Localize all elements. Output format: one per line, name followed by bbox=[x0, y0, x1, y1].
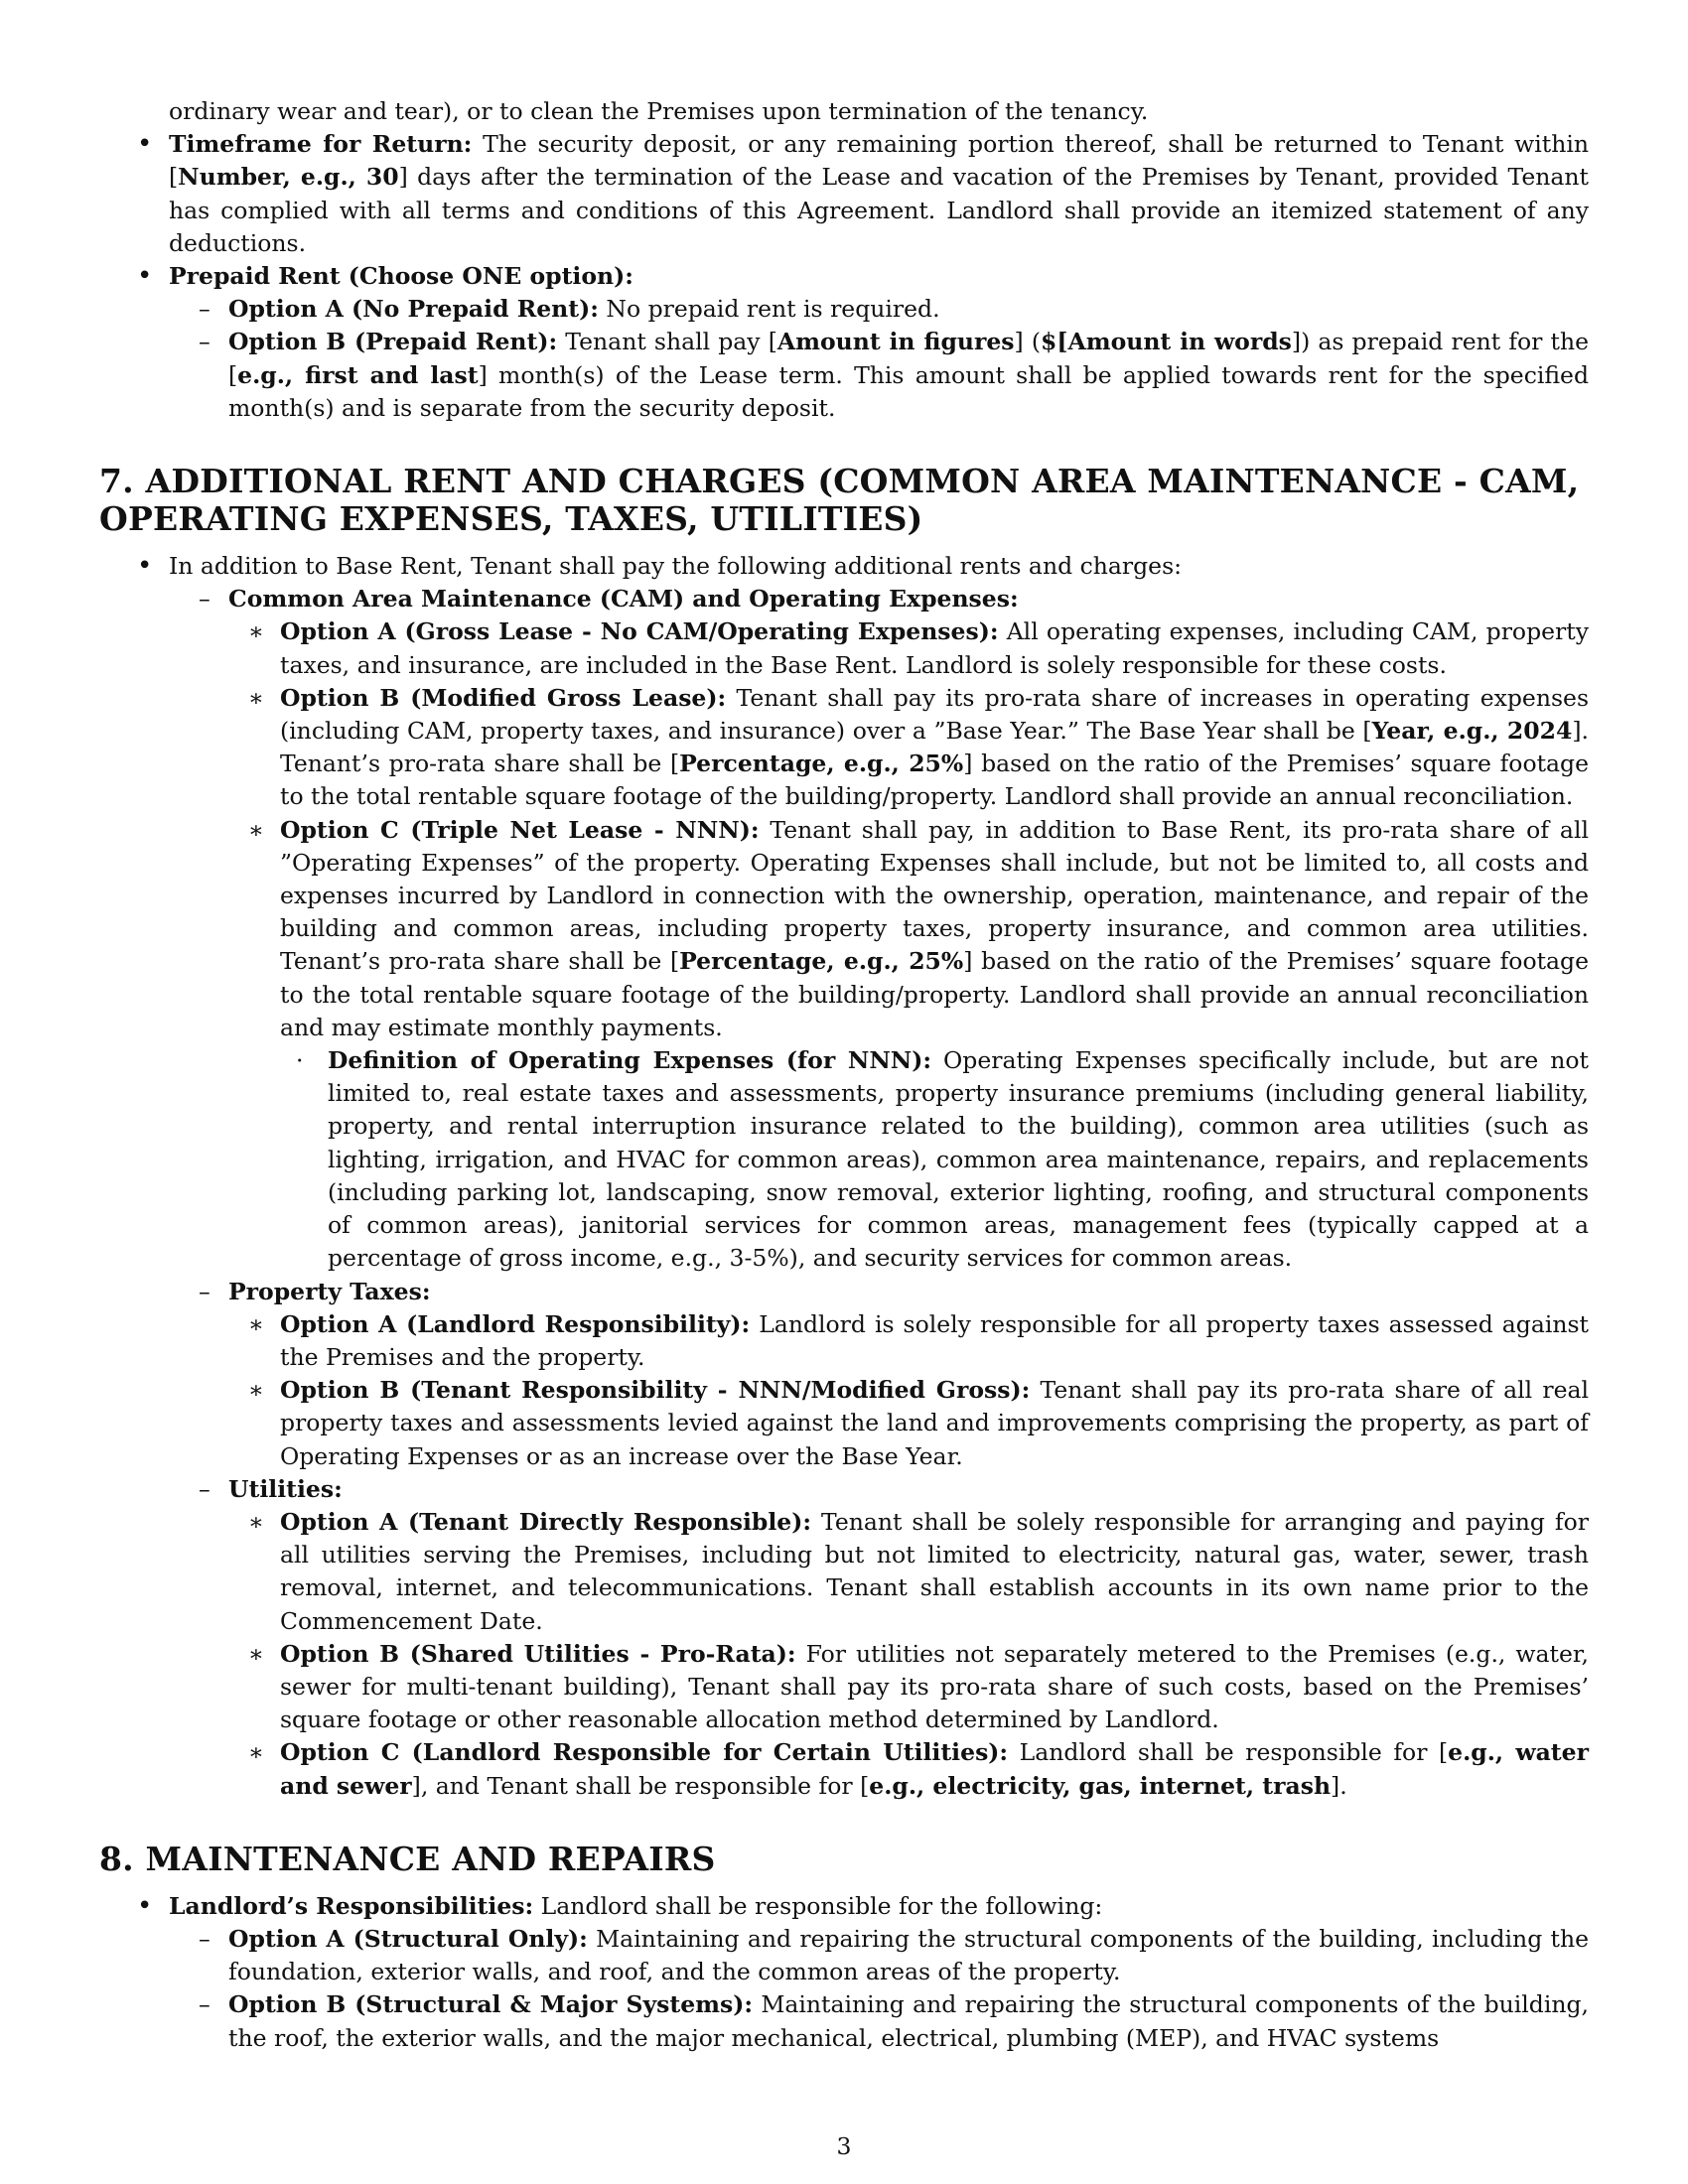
utilities-option-c: ∗ Option C (Landlord Responsible for Certain Utilities): Landlord shall be responsible for [e.g., water and sewer], and Tenant shall be responsible for [e.g., electricity, gas, internet, trash]. bbox=[248, 1738, 1589, 1800]
dash-marker: – bbox=[199, 1990, 211, 2019]
utilities-item: – Utilities: bbox=[99, 1473, 1589, 1506]
amount-figures-placeholder: Amount in figures bbox=[776, 328, 1015, 356]
bullet-marker: • bbox=[137, 551, 153, 582]
asterisk-marker: ∗ bbox=[248, 815, 264, 844]
landlord-utilities-placeholder: e.g., water and sewer bbox=[280, 1738, 1589, 1800]
bullet-marker: • bbox=[137, 261, 153, 292]
dash-marker: – bbox=[199, 585, 211, 614]
dash-marker: – bbox=[199, 1474, 211, 1503]
prepaid-label: Prepaid Rent (Choose ONE option): bbox=[169, 262, 633, 291]
tenant-utilities-placeholder: e.g., electricity, gas, internet, trash bbox=[869, 1771, 1332, 1800]
bullet-marker: • bbox=[137, 129, 153, 160]
utilities-option-a: ∗ Option A (Tenant Directly Responsible): Tenant shall be solely responsible for arranging and paying for all utilities serving the Premises, including but not limited to electricity, natural gas, water, sewer, trash removal, internet, and telecommunications. Tenant shall establish accounts in its own name prior to the Commencement Date. bbox=[248, 1507, 1590, 1635]
asterisk-marker: ∗ bbox=[248, 1639, 264, 1668]
asterisk-marker: ∗ bbox=[248, 1738, 264, 1767]
section-7-heading: 7. ADDITIONAL RENT AND CHARGES (COMMON AREA MAINTENANCE - CAM, OPERATING EXPENSES, TAXES, UTILITIES) bbox=[99, 462, 1580, 539]
dash-marker: – bbox=[199, 1277, 211, 1305]
amount-words-placeholder: $[Amount in words bbox=[1041, 328, 1292, 356]
prepaid-option-b: – Option B (Prepaid Rent): Tenant shall pay [Amount in figures] ($[Amount in words]) as prepaid rent for the [e.g., first and last] month(s) of the Lease term. This amount shall be applied towards rent for the specified month(s) and is separate from the security deposit. bbox=[199, 328, 1590, 422]
document-page bbox=[99, 95, 1589, 2055]
percentage-placeholder: Percentage, e.g., 25% bbox=[679, 750, 964, 778]
utilities-option-b: ∗ Option B (Shared Utilities - Pro-Rata): For utilities not separately metered to the Premises (e.g., water, sewer for multi-tenant building), Tenant shall pay its pro-rata share of such costs, based on the Premises’ square footage or other reasonable allocation method determined by Landlord. bbox=[248, 1639, 1589, 1734]
landlord-responsibilities-item: • Landlord’s Responsibilities: Landlord shall be responsible for the following: bbox=[99, 1890, 1589, 1923]
deposit-continuation: ordinary wear and tear), or to clean the Premises upon termination of the tenancy. bbox=[169, 97, 1149, 125]
prepaid-rent-item bbox=[99, 260, 1589, 293]
asterisk-marker: ∗ bbox=[248, 683, 264, 712]
timeframe-item: • Timeframe for Return: The security deposit, or any remaining portion thereof, shall be returned to Tenant within [Number, e.g., 30] days after the termination of the Lease and vacation of the Premises by Tenant, provided Tenant has complied with all terms and conditions of this Agreement. Landlord shall provide an itemized statement of any deductions. bbox=[137, 129, 1589, 257]
prepaid-option-a: – Option A (No Prepaid Rent): No prepaid rent is required. bbox=[99, 293, 1589, 326]
base-year-placeholder: Year, e.g., 2024 bbox=[1371, 717, 1573, 746]
asterisk-marker: ∗ bbox=[248, 1376, 264, 1405]
dash-marker: – bbox=[199, 328, 211, 356]
taxes-option-b: ∗ Option B (Tenant Responsibility - NNN/Modified Gross): Tenant shall pay its pro-rata share of all real property taxes and assessments levied against the land and improvements comprising the property, as part of Operating Expenses or as an increase over the Base Year. bbox=[248, 1376, 1590, 1470]
cam-option-b: ∗ Option B (Modified Gross Lease): Tenant shall pay its pro-rata share of increases in operating expenses (including CAM, property taxes, and insurance) over a ”Base Year.” The Base Year shall be [Year, e.g., 2024]. Tenant’s pro-rata share shall be [Percentage, e.g., 25%] based on the ratio of the Premises’ square footage to the total rentable square footage of the building/property. Landlord shall provide an annual reconciliation. bbox=[248, 683, 1590, 811]
dash-marker: – bbox=[199, 295, 211, 324]
cam-option-a: ∗ Option A (Gross Lease - No CAM/Operating Expenses): All operating expenses, including CAM, property taxes, and insurance, are included in the Base Rent. Landlord is solely responsible for these costs. bbox=[248, 617, 1589, 679]
page-number: 3 bbox=[836, 2132, 852, 2160]
months-placeholder: e.g., first and last bbox=[237, 360, 479, 389]
maintenance-option-b: – Option B (Structural & Major Systems): Maintaining and repairing the structural components of the building, the roof, the exterior walls, and the major mechanical, electrical, plumbing (MEP), and HVAC systems bbox=[199, 1990, 1590, 2052]
cam-option-c: ∗ Option C (Triple Net Lease - NNN): Tenant shall pay, in addition to Base Rent, its pro-rata share of all ”Operating Expenses” of the property. Operating Expenses shall include, but not be limited to, all costs and expenses incurred by Landlord in connection with the ownership, operation, maintenance, and repair of the building and common areas, including property taxes, property insurance, and common area utilities. Tenant’s pro-rata share shall be [Percentage, e.g., 25%] based on the ratio of the Premises’ square footage to the total rentable square footage of the building/property. Landlord shall provide an annual reconciliation and may estimate monthly payments. bbox=[248, 815, 1589, 1041]
section-7-intro: • In addition to Base Rent, Tenant shall pay the following additional rents and charges: bbox=[99, 550, 1589, 583]
cam-item: – Common Area Maintenance (CAM) and Operating Expenses: bbox=[99, 583, 1589, 615]
property-taxes-item: – Property Taxes: bbox=[99, 1276, 1589, 1308]
taxes-option-a: ∗ Option A (Landlord Responsibility): Landlord is solely responsible for all property taxes assessed against the Premises and the property. bbox=[248, 1309, 1589, 1371]
dot-marker: · bbox=[296, 1046, 304, 1075]
asterisk-marker: ∗ bbox=[248, 1309, 264, 1338]
timeframe-label: Timeframe for Return: bbox=[169, 130, 473, 159]
operating-expenses-definition: · Definition of Operating Expenses (for NNN): Operating Expenses specifically include, but are not limited to, real estate taxes and assessments, property insurance premiums (including general liability, property, and rental interruption insurance related to the building), common area utilities (such as lighting, irrigation, and HVAC for common areas), common area maintenance, repairs, and replacements (including parking lot, landscaping, snow removal, exterior lighting, roofing, and structural components of common areas), janitorial services for common areas, management fees (typically capped at a percentage of gross income, e.g., 3-5%), and security services for common areas. bbox=[296, 1046, 1589, 1273]
days-placeholder: Number, e.g., 30 bbox=[178, 163, 399, 192]
dash-marker: – bbox=[199, 1924, 211, 1953]
asterisk-marker: ∗ bbox=[248, 1507, 264, 1536]
percentage-placeholder: Percentage, e.g., 25% bbox=[679, 947, 964, 976]
bullet-marker: • bbox=[137, 1890, 153, 1921]
asterisk-marker: ∗ bbox=[248, 617, 264, 646]
section-8-heading: 8. MAINTENANCE AND REPAIRS bbox=[99, 1839, 716, 1878]
maintenance-option-a: – Option A (Structural Only): Maintaining and repairing the structural components of the building, including the foundation, exterior walls, and roof, and the common areas of the property. bbox=[199, 1924, 1589, 1986]
